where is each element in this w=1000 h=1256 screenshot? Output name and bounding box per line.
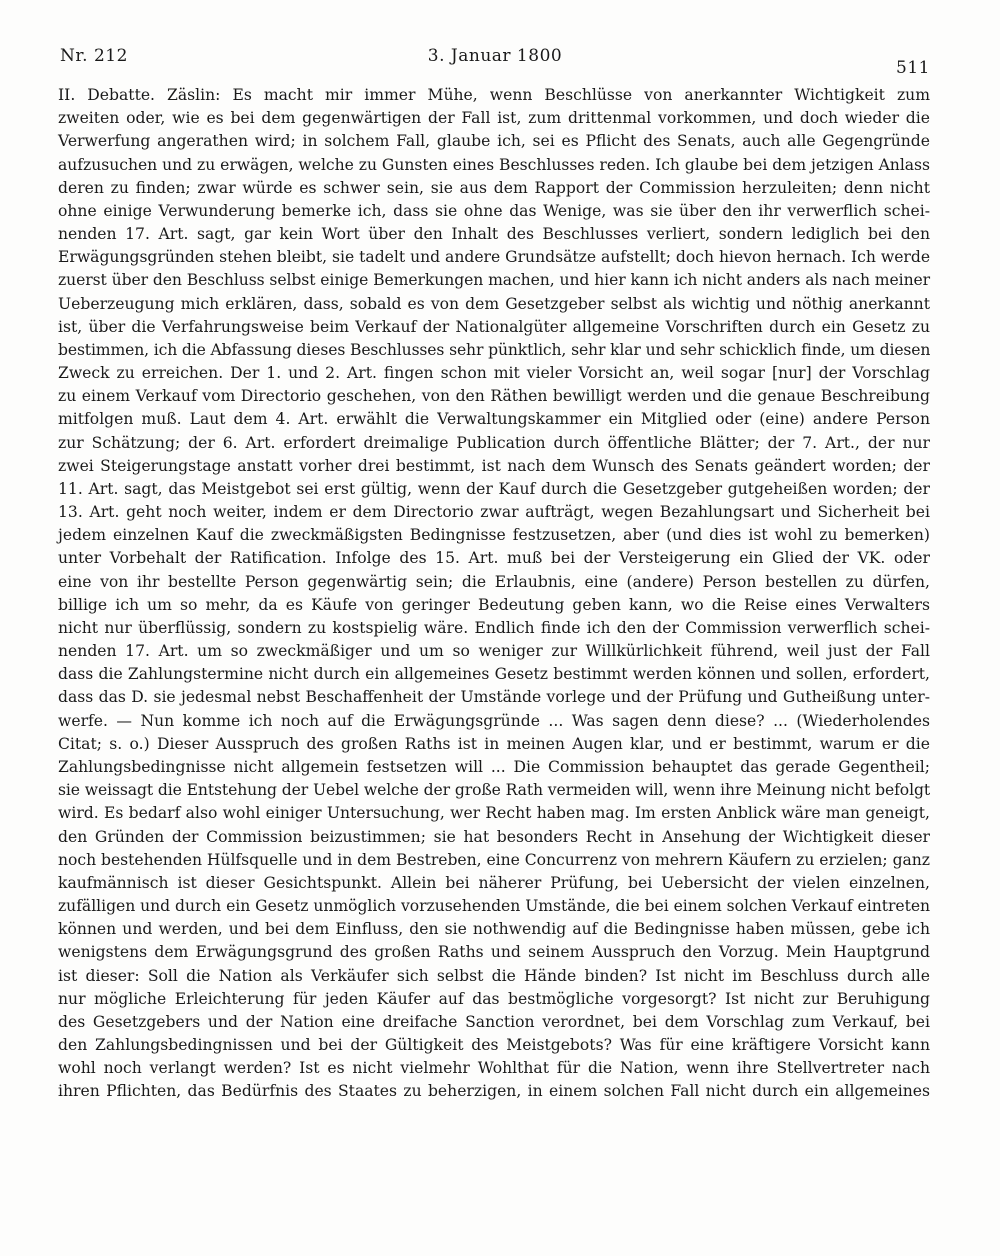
text-line: dass das D. sie jedesmal nebst Beschaffenheit der Umstände vorlege und der Prüfung und Gutheißung unter-: [58, 688, 930, 707]
text-line: Citat; s. o.) Dieser Ausspruch des großen Raths ist in meinen Augen klar, und er bestimmt, warum er die: [58, 734, 930, 753]
text-line: den Zahlungsbedingnissen und bei der Gültigkeit des Meistgebots? Was für eine kräftigere Vorsicht kann: [58, 1036, 930, 1055]
date-heading: 3. Januar 1800: [427, 46, 563, 66]
text-line: wenigstens dem Erwägungsgrund des großen Raths und seinem Ausspruch den Vorzug. Mein Hauptgrund: [58, 943, 930, 962]
text-line: nur mögliche Erleichterung für jeden Käufer auf das bestmögliche vorgesorgt? Ist nicht zur Beruhigung: [58, 989, 930, 1008]
text-line: zwei Steigerungstage anstatt vorher drei bestimmt, ist nach dem Wunsch des Senats geändert worden; der: [58, 456, 930, 475]
text-line: zweiten oder, wie es bei dem gegenwärtigen der Fall ist, zum drittenmal vorkommen, und doch wieder die: [58, 109, 930, 128]
text-line: zur Schätzung; der 6. Art. erfordert dreimalige Publication durch öffentliche Blätter; der 7. Art., der nur: [58, 433, 930, 452]
page-number: 511: [896, 58, 930, 78]
text-line: jedem einzelnen Kauf die zweckmäßigsten Bedingnisse festzusetzen, aber (und dies ist wohl zu bemerken): [58, 526, 930, 545]
text-line: zu einem Verkauf vom Directorio geschehen, von den Räthen bewilligt werden und die genaue Beschreibung: [58, 387, 930, 406]
text-line: nenden 17. Art. sagt, gar kein Wort über den Inhalt des Beschlusses verliert, sondern lediglich bei den: [58, 225, 930, 244]
text-line: nicht nur überflüssig, sondern zu kostspielig wäre. Endlich finde ich den der Commission verwerflich schei-: [58, 618, 930, 637]
text-line: aufzusuchen und zu erwägen, welche zu Gunsten eines Beschlusses reden. Ich glaube bei dem jetzigen Anlass: [58, 155, 931, 174]
text-line: Ueberzeugung mich erklären, dass, sobald es von dem Gesetzgeber selbst als wichtig und nöthig anerkannt: [58, 294, 930, 313]
text-line: werfe. — Nun komme ich noch auf die Erwägungsgründe ... Was sagen denn diese? ... (Wiederholendes: [58, 711, 930, 730]
text-line: wird. Es bedarf also wohl einiger Untersuchung, wer Recht haben mag. Im ersten Anblick wäre man geneigt,: [58, 804, 930, 823]
text-line: ohne einige Verwunderung bemerke ich, dass sie ohne das Wenige, was sie über den ihr verwerflich schei-: [58, 201, 930, 220]
document-number: Nr. 212: [60, 46, 128, 66]
text-line: zufälligen und durch ein Gesetz unmöglich vorzusehenden Umstände, die bei einem solchen Verkauf eintreten: [58, 897, 931, 916]
text-line: Zahlungsbedingnisse nicht allgemein festsetzen will ... Die Commission behauptet das gerade Gegentheil;: [58, 757, 930, 776]
text-line: 13. Art. geht noch weiter, indem er dem Directorio zwar aufträgt, wegen Bezahlungsart und Sicherheit bei: [58, 503, 930, 522]
text-line: eine von ihr bestellte Person gegenwärtig sein; die Erlaubnis, eine (andere) Person bestellen zu dürfen,: [58, 572, 930, 591]
page-header: [60, 46, 930, 76]
text-line: Verwerfung angerathen wird; in solchem Fall, glaube ich, sei es Pflicht des Senats, auch alle Gegengründe: [58, 132, 930, 151]
text-line: ist, über die Verfahrungsweise beim Verkauf der Nationalgüter allgemeine Vorschriften durch ein Gesetz zu: [58, 317, 930, 336]
text-line: mitfolgen muß. Laut dem 4. Art. erwählt die Verwaltungskammer ein Mitglied oder (eine) andere Person: [58, 410, 930, 429]
text-line: dass die Zahlungstermine nicht durch ein allgemeines Gesetz bestimmt werden können und sollen, erfordert,: [58, 665, 930, 684]
text-line: können und werden, und bei dem Einfluss, den sie nothwendig auf die Bedingnisse haben müssen, gebe ich: [58, 920, 930, 939]
text-line: bestimmen, ich die Abfassung dieses Beschlusses sehr pünktlich, sehr klar und sehr schicklich finde, um diesen: [58, 340, 931, 359]
body-text: [58, 84, 930, 1104]
text-line: den Gründen der Commission beizustimmen; sie hat besonders Recht in Ansehung der Wichtigkeit dieser: [58, 827, 930, 846]
text-line: ihren Pflichten, das Bedürfnis des Staates zu beherzigen, in einem solchen Fall nicht durch ein allgemeines: [58, 1082, 930, 1101]
text-line: nenden 17. Art. um so zweckmäßiger und um so weniger zur Willkürlichkeit führend, weil just der Fall: [58, 642, 930, 661]
text-line: 11. Art. sagt, das Meistgebot sei erst gültig, wenn der Kauf durch die Gesetzgeber gutgeheißen worden; der: [58, 479, 930, 498]
text-line: kaufmännisch ist dieser Gesichtspunkt. Allein bei näherer Prüfung, bei Uebersicht der vielen einzelnen,: [58, 873, 930, 892]
text-line: sie weissagt die Entstehung der Uebel welche der große Rath vermeiden will, wenn ihre Meinung nicht befolgt: [58, 781, 931, 800]
text-line: Erwägungsgründen stehen bleibt, sie tadelt und andere Grundsätze aufstellt; doch hievon hernach. Ich werde: [58, 248, 931, 267]
text-line: II. Debatte. Zäslin: Es macht mir immer Mühe, wenn Beschlüsse von anerkannter Wichtigkeit zum: [58, 86, 930, 104]
text-line: noch bestehenden Hülfsquelle und in dem Bestreben, eine Concurrenz von mehrern Käufern zu erzielen; ganz: [58, 850, 930, 869]
text-line: unter Vorbehalt der Ratification. Infolge des 15. Art. muß bei der Versteigerung ein Glied der VK. oder: [58, 549, 930, 568]
text-line: des Gesetzgebers und der Nation eine dreifache Sanction verordnet, bei dem Vorschlag zum Verkauf, bei: [58, 1012, 930, 1031]
text-line: wohl noch verlangt werden? Ist es nicht vielmehr Wohlthat für die Nation, wenn ihre Stellvertreter nach: [58, 1059, 930, 1078]
text-line: billige ich um so mehr, da es Käufe von geringer Bedeutung geben kann, wo die Reise eines Verwalters: [58, 595, 930, 614]
text-line: deren zu finden; zwar würde es schwer sein, sie aus dem Rapport der Commission herzuleiten; denn nicht: [58, 178, 930, 197]
text-line: zuerst über den Beschluss selbst einige Bemerkungen machen, und hier kann ich nicht anders als nach meiner: [58, 271, 931, 290]
text-line: ist dieser: Soll die Nation als Verkäufer sich selbst die Hände binden? Ist nicht im Beschluss durch alle: [58, 966, 930, 985]
text-line: Zweck zu erreichen. Der 1. und 2. Art. fingen schon mit vieler Vorsicht an, weil sogar [nur] der Vorschlag: [58, 364, 930, 383]
